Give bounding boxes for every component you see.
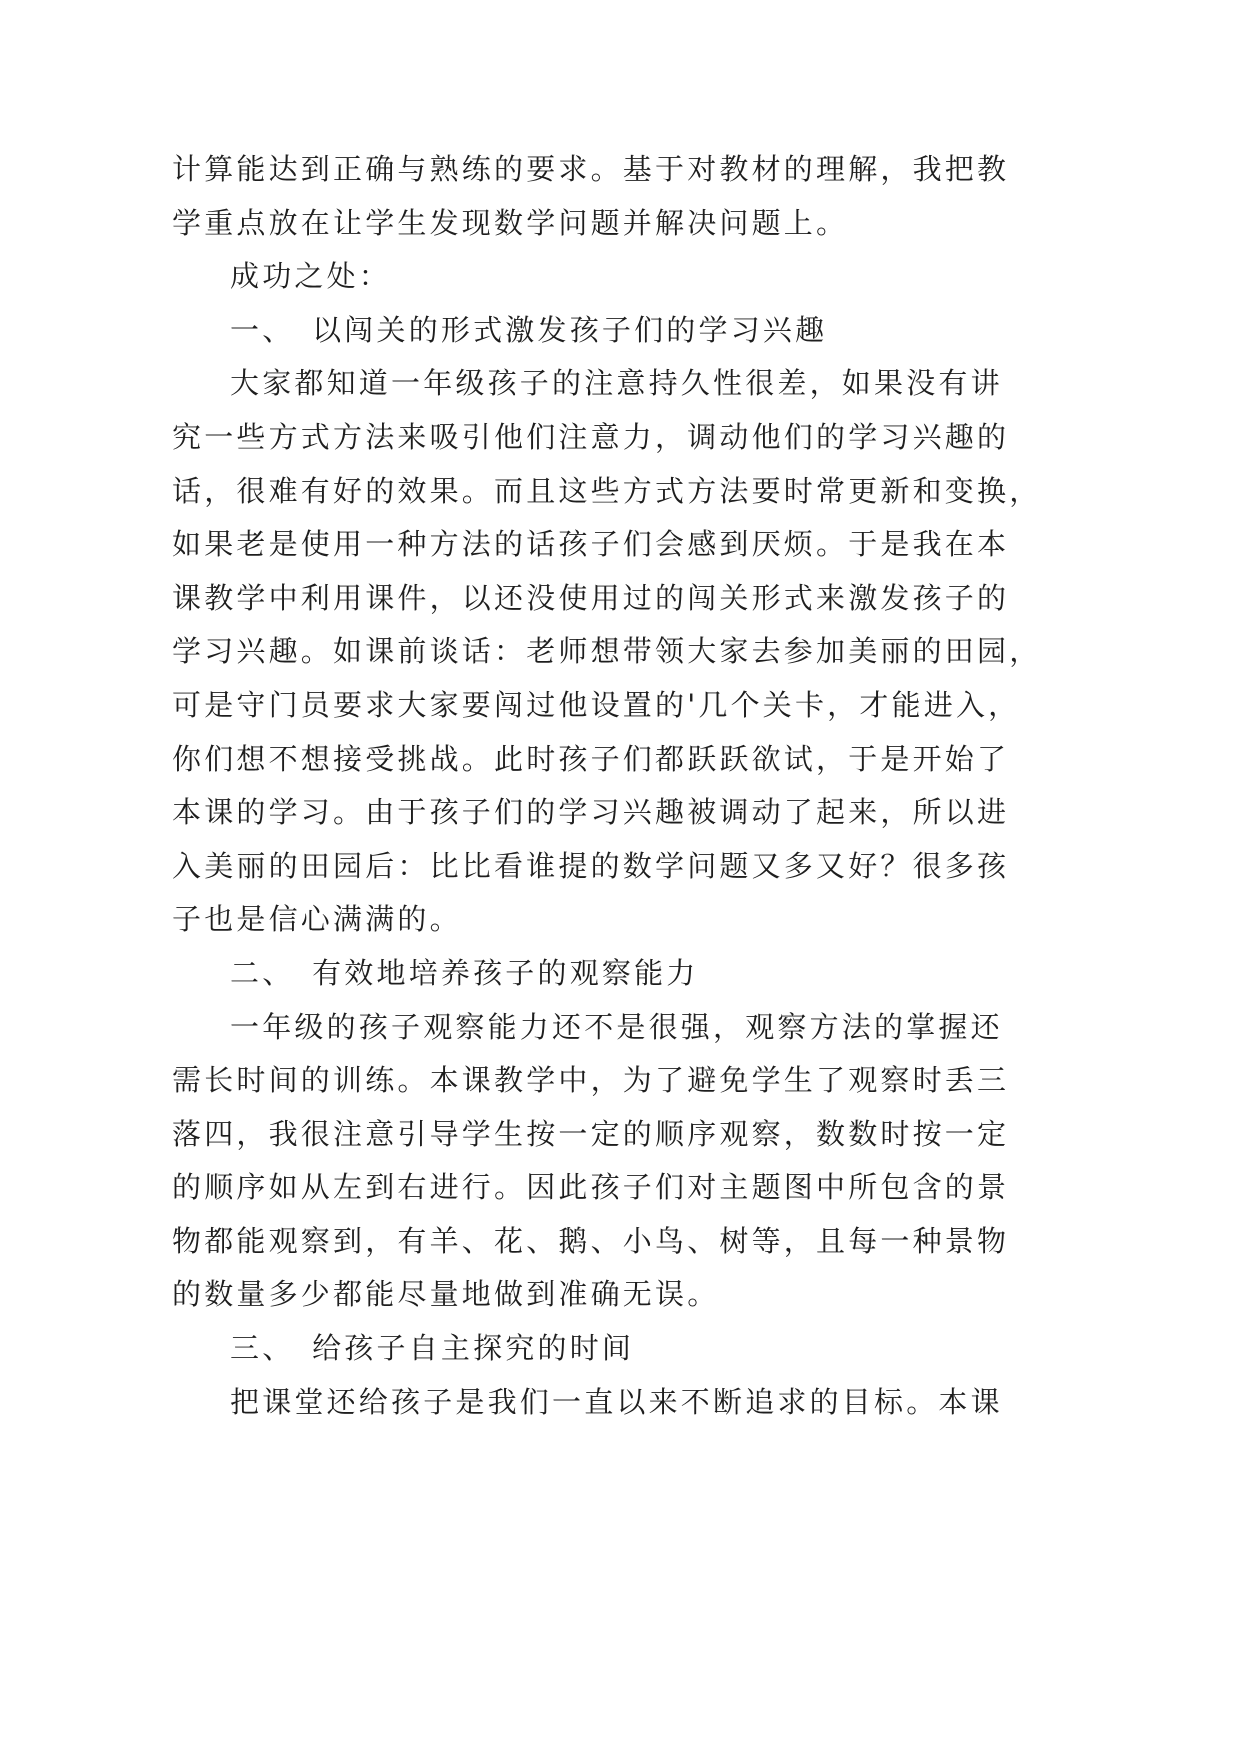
section-label: 成功之处：	[230, 259, 392, 294]
paragraph-line: 计算能达到正确与熟练的要求。基于对教材的理解，我把教	[172, 152, 1010, 186]
section-heading-2: 二、 有效地培养孩子的观察能力	[230, 955, 699, 990]
paragraph-line: 本课的学习。由于孩子们的学习兴趣被调动了起来，所以进	[172, 795, 1010, 830]
paragraph-line: 究一些方式方法来吸引他们注意力，调动他们的学习兴趣的	[172, 419, 1010, 454]
paragraph-line: 学重点放在让学生发现数学问题并解决问题上。	[172, 205, 849, 240]
paragraph-line: 课教学中利用课件，以还没使用过的闯关形式来激发孩子的	[172, 580, 1010, 615]
paragraph-line: 把课堂还给孩子是我们一直以来不断追求的目标。本课	[230, 1384, 1003, 1419]
paragraph-line: 如果老是使用一种方法的话孩子们会感到厌烦。于是我在本	[172, 527, 1010, 562]
paragraph-line: 你们想不想接受挑战。此时孩子们都跃跃欲试，于是开始了	[172, 741, 1010, 776]
paragraph-line: 物都能观察到，有羊、花、鹅、小鸟、树等，且每一种景物	[172, 1223, 1010, 1258]
paragraph-line: 需长时间的训练。本课教学中，为了避免学生了观察时丢三	[172, 1063, 1010, 1098]
paragraph-line: 学习兴趣。如课前谈话：老师想带领大家去参加美丽的田园，	[172, 634, 1042, 669]
section-heading-3: 三、 给孩子自主探究的时间	[230, 1331, 635, 1366]
paragraph-line: 子也是信心满满的。	[172, 902, 462, 937]
document-body	[172, 143, 1042, 1429]
paragraph-line: 一年级的孩子观察能力还不是很强，观察方法的掌握还	[230, 1009, 1003, 1044]
paragraph-line: 入美丽的田园后：比比看谁提的数学问题又多又好？很多孩	[172, 848, 1010, 883]
paragraph-line: 落四，我很注意引导学生按一定的顺序观察，数数时按一定	[172, 1116, 1010, 1151]
paragraph-line: 的数量多少都能尽量地做到准确无误。	[172, 1277, 720, 1312]
paragraph-line: 话，很难有好的效果。而且这些方式方法要时常更新和变换，	[172, 473, 1042, 508]
section-heading-1: 一、 以闯关的形式激发孩子们的学习兴趣	[230, 312, 828, 347]
paragraph-line: 大家都知道一年级孩子的注意持久性很差，如果没有讲	[230, 366, 1003, 401]
paragraph-line: 的顺序如从左到右进行。因此孩子们对主题图中所包含的景	[172, 1170, 1010, 1205]
paragraph-line: 可是守门员要求大家要闯过他设置的'几个关卡，才能进入，	[172, 687, 1021, 722]
